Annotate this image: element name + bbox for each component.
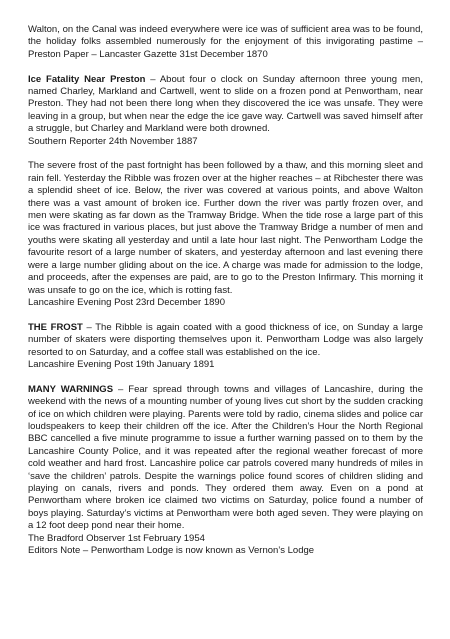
article-body: – About four o clock on Sunday afternoon three young men, named Charley, Markland and Cartwell, went to slide on a frozen pond at Penwortham, near Preston. They had not been there long when they discovered the ice was unsafe. They were leaving in a group, but when near the edge the ice gave way. Cartwell was saved himself after a struggle, but Charley and Markland were both drowned. bbox=[28, 73, 423, 135]
article-source: Lancashire Evening Post 19th January 1891 bbox=[28, 358, 215, 370]
article-heading: Ice Fatality Near Preston bbox=[28, 73, 146, 85]
article-source: Southern Reporter 24th November 1887 bbox=[28, 135, 198, 147]
article-ice-fatality bbox=[28, 74, 423, 148]
document-page bbox=[28, 24, 423, 557]
editors-note: Editors Note – Penwortham Lodge is now known as Vernon’s Lodge bbox=[28, 545, 315, 556]
article-heading: THE FROST bbox=[28, 321, 83, 333]
article-heading: MANY WARNINGS bbox=[28, 383, 114, 395]
article-body: – The Ribble is again coated with a good thickness of ice, on Sunday a large number of skaters were disporting themselves upon it. Penwortham Lodge was also largely resorted to on Saturday, and a coffee stall was established on the ice. bbox=[28, 321, 423, 358]
article-body: – Fear spread through towns and villages of Lancashire, during the weekend with the news of a mounting number of young lives cut short by the sudden cracking of ice on which children were playing. Parents were told by radio, cinema slides and police car loudspeakers to keep their children off the ice. After the Children’s Hour the North Regional BBC cancelled a five minute programme to issue a further warning passed on to them by the Lancashire County Police, and it was repeated after the regional weather forecast of more cold weather and hard frost. Lancashire police car patrols covered many hundreds of miles in ‘save the children’ patrols. Despite the warnings police found scores of children sliding and playing on canals, rivers and ponds. They ordered them away. Even on a pond at Penwortham where broken ice claimed two victims on Saturday, police found a number of boys playing. Saturday’s victims at Penwortham were both aged seven. They were playing on a 12 foot deep pond near their home. bbox=[28, 383, 423, 532]
article-source: The Bradford Observer 1st February 1954 bbox=[28, 532, 205, 544]
article-severe-frost bbox=[28, 160, 423, 309]
article-source: Lancashire Evening Post 23rd December 1890 bbox=[28, 296, 225, 308]
article-the-frost bbox=[28, 322, 423, 372]
article-body: Walton, on the Canal was indeed everywhere were ice was of sufficient area was to be found, the holiday folks assembled numerously for the enjoyment of this invigorating pastime – Preston Paper – Lancaster Gazette 31st December 1870 bbox=[28, 24, 423, 60]
article-walton-canal bbox=[28, 24, 423, 61]
article-many-warnings bbox=[28, 384, 423, 558]
article-body: The severe frost of the past fortnight has been followed by a thaw, and this morning sleet and rain fell. Yesterday the Ribble was frozen over at the higher reaches – at Ribchester there was a splendid sheet of ice. Below, the river was covered at various points, and above Walton there was a vast amount of broken ice. Further down the river was partly frozen over, and men were skating as far down as the Tramway Bridge. When the tide rose a large part of this ice was fractured in various places, but just above the Tramway Bridge a number of men and youths were skating all yesterday and until a late hour last night. The Penwortham Lodge the favourite resort of a large number of skaters, and yesterday afternoon and last evening there were a large number gliding about on the ice. A charge was made for admission to the lodge, and proceeds, after the expenses are paid, are to go to the Preston Infirmary. This morning it was unsafe to go on the ice, which is rotting fast. bbox=[28, 160, 423, 296]
